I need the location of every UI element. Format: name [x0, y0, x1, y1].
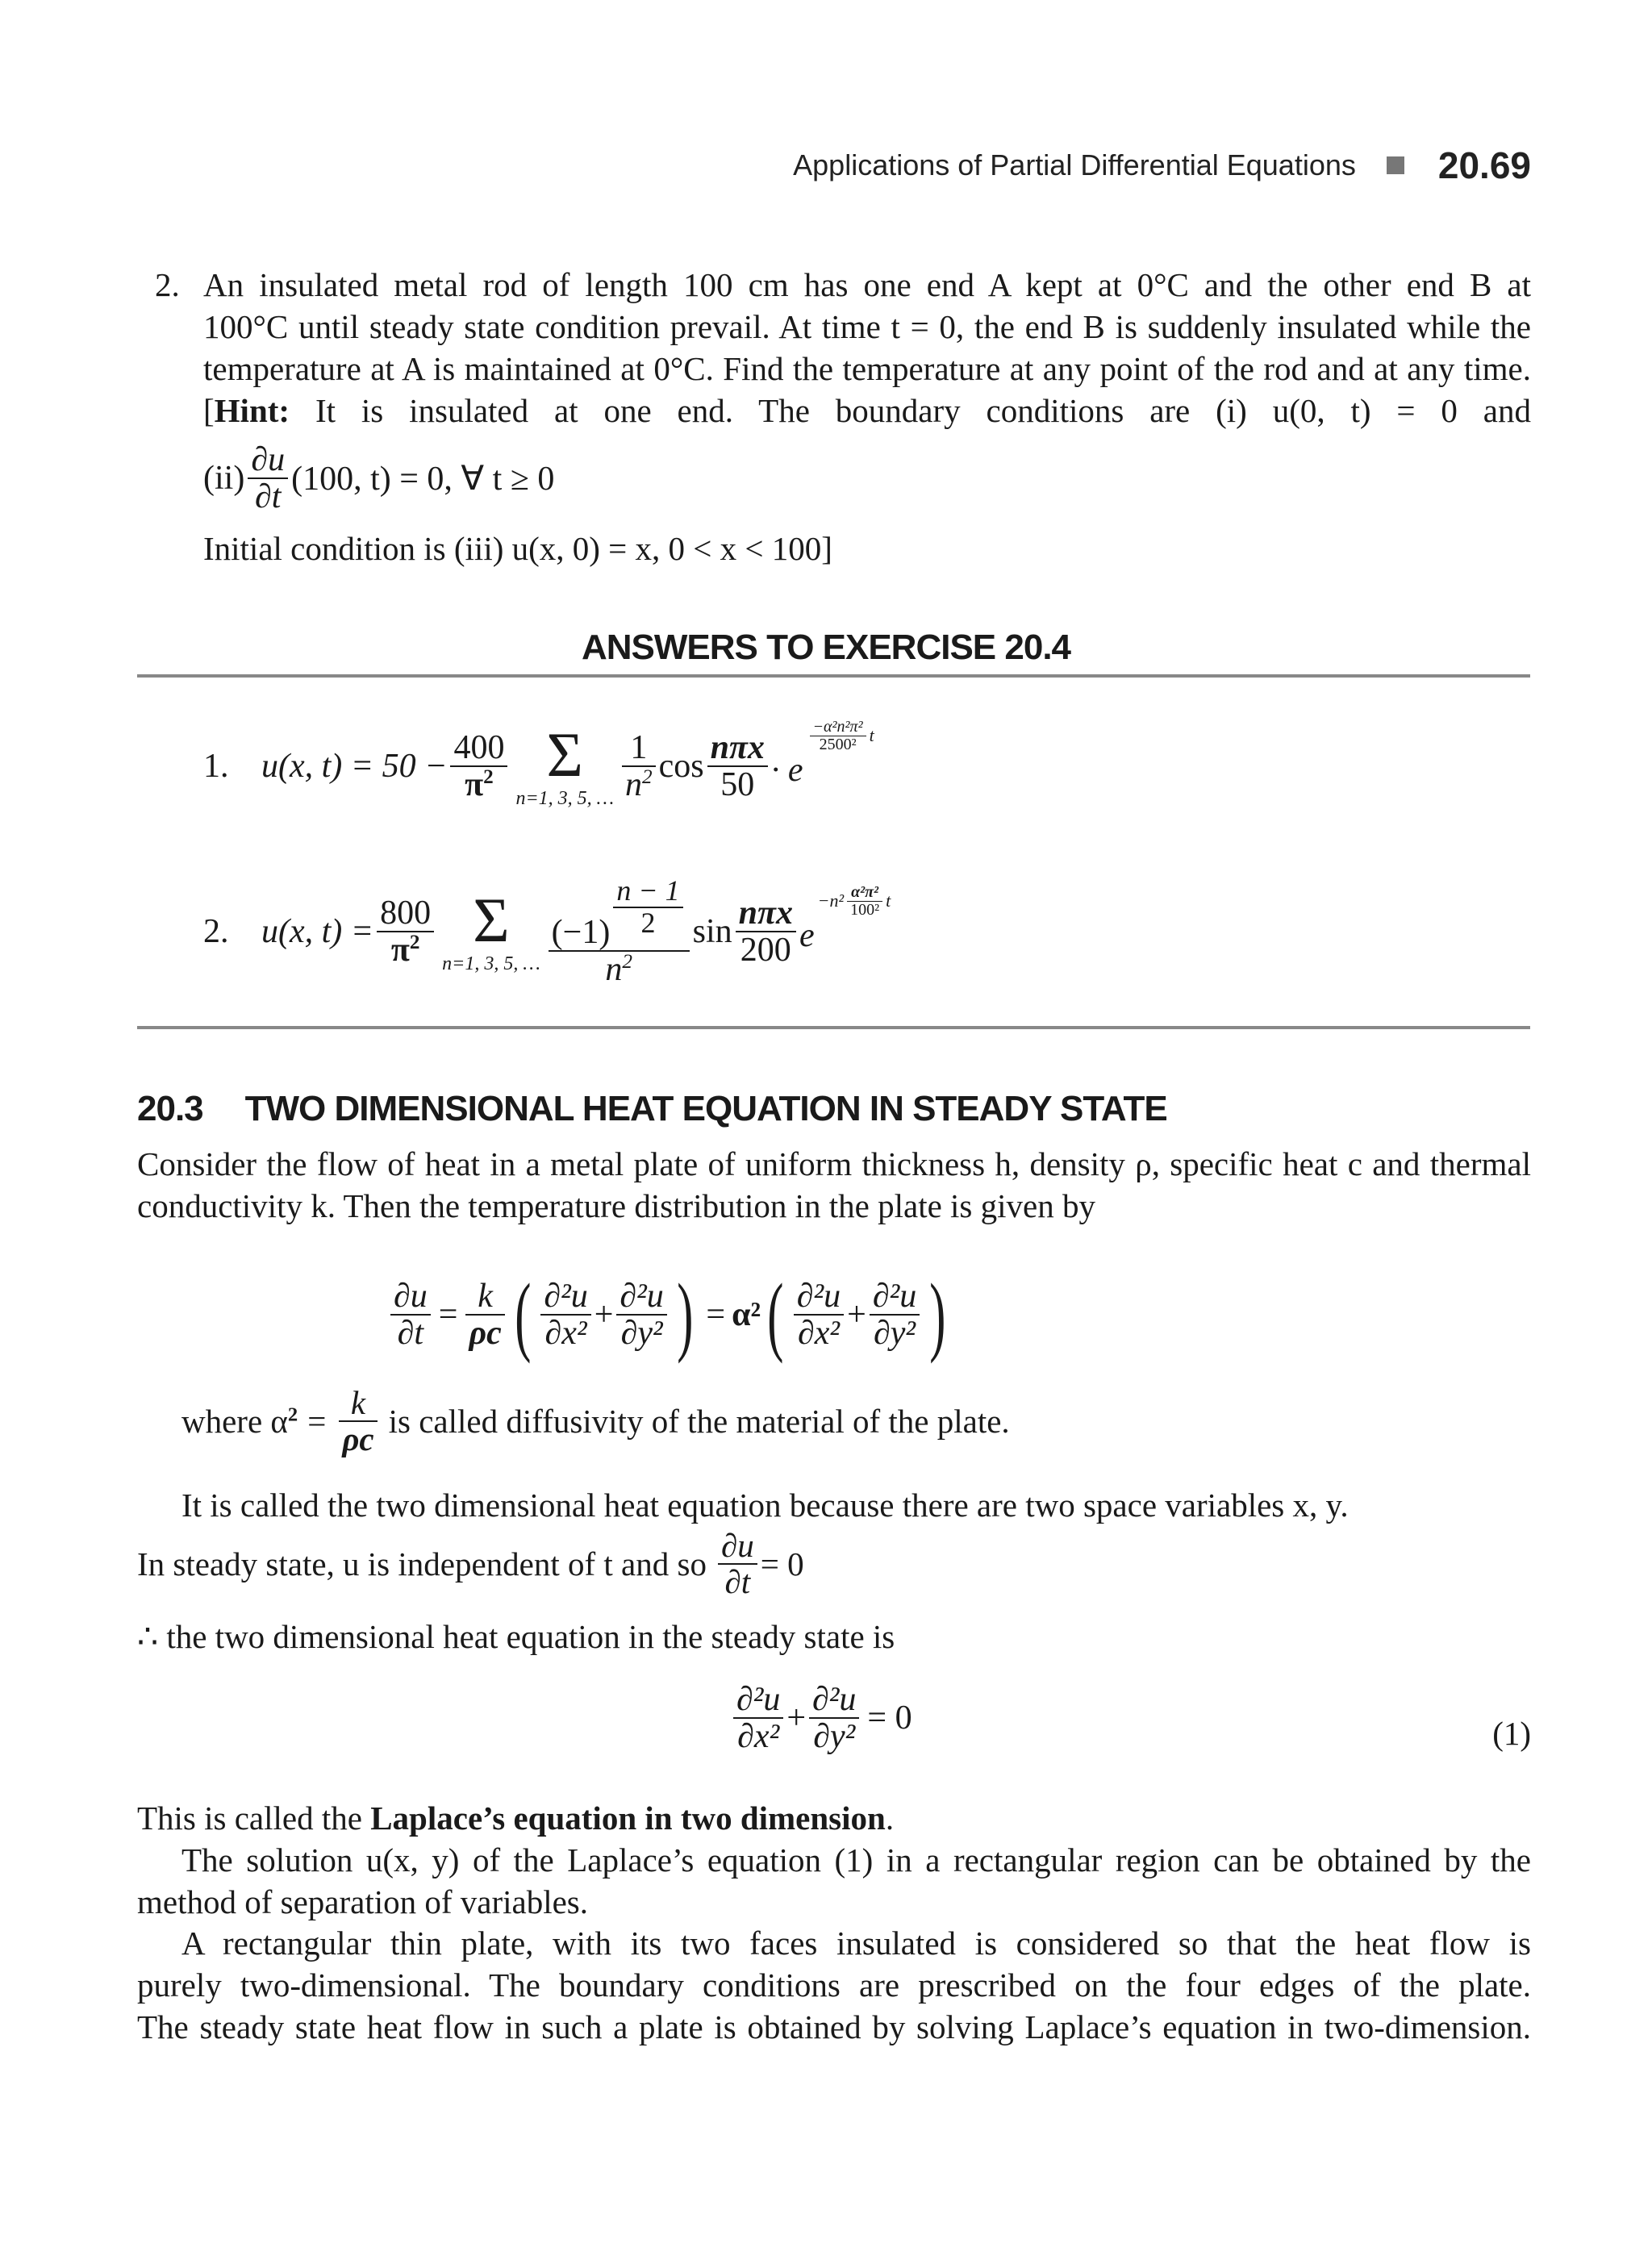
- laplace-line: [137, 1797, 894, 1839]
- fraction-numerator: [549, 876, 690, 950]
- fraction-numerator: ∂u: [251, 441, 286, 478]
- fraction-denominator: ∂x²: [737, 1718, 780, 1756]
- hint-text: It is insulated at one end. The boundary conditions are (i) u(0, t) = 0 and: [315, 392, 1532, 429]
- exponent-numerator: −α²n²π²: [812, 717, 863, 736]
- exponential-base: e: [799, 917, 815, 954]
- where-suffix: is called diffusivity of the material of the plate.: [388, 1403, 1010, 1441]
- condition-ii: [203, 442, 554, 515]
- two-dim-line: It is called the two dimensional heat equation because there are two space variables x, y.: [181, 1487, 1349, 1524]
- trig-argument: [707, 730, 768, 803]
- sign-exponent-denominator: 2: [640, 906, 656, 939]
- exponent-denominator: 2500²: [819, 735, 857, 753]
- fraction-denominator: $n^2$: [625, 766, 653, 803]
- equals-sign: =: [438, 1296, 458, 1333]
- exponent: [818, 884, 891, 919]
- fraction-numerator: ∂²u: [620, 1277, 664, 1315]
- heat-equation: $\frac{\partial u}{\partial t}$ = $\frac{k}{\rho c}$ ( $\frac{\text{∂²u}}{\text{∂x²}}$ + $\frac{\text{∂²u}}{\text{∂y²}}$ ) = α² ( $\frac{\text{∂²u}}{\text{∂x²}}$ + $\frac{\text{∂²u}}{\text{∂y²}}$ ): [387, 1270, 953, 1359]
- fraction-numerator: k: [478, 1277, 493, 1315]
- answers-top-rule: [137, 674, 1530, 678]
- sum-limits: n=1, 3, 5, …: [442, 953, 540, 974]
- fraction-numerator: nπx: [710, 728, 765, 766]
- fraction-denominator: ∂y²: [620, 1315, 663, 1352]
- solution-line: method of separation of variables.: [137, 1883, 589, 1920]
- summation: Σ n=1, 3, 5, …: [442, 884, 540, 974]
- header-title: Applications of Partial Differential Equations: [793, 148, 1356, 181]
- trig-function: sin: [692, 913, 732, 950]
- fraction-numerator: 800: [380, 894, 432, 932]
- fraction-denominator: 50: [720, 766, 755, 803]
- answer-term: [622, 730, 656, 803]
- fraction-numerator: ∂²u: [736, 1681, 781, 1718]
- hint-line: [Hint: It is insulated at one end. The boundary conditions are (i) u(0, t) = 0 and: [203, 392, 1532, 429]
- fraction-numerator: ∂²u: [544, 1277, 588, 1315]
- equals-zero: = 0: [867, 1699, 912, 1737]
- exercise-2-text: [203, 264, 1531, 432]
- page-number: 20.69: [1437, 144, 1531, 186]
- answer-coefficient: [377, 895, 434, 968]
- steady-state-line: [137, 1528, 804, 1599]
- plus-sign: +: [786, 1699, 807, 1737]
- fraction-denominator: 200: [740, 932, 791, 969]
- fraction-denominator: ∂x²: [797, 1315, 840, 1352]
- steady-suffix: = 0: [760, 1545, 804, 1583]
- sign-exponent-numerator: n − 1: [616, 874, 680, 907]
- fraction-denominator: ∂t: [724, 1563, 751, 1601]
- fraction-denominator: ρc: [469, 1315, 502, 1352]
- equals-sign: =: [307, 1403, 327, 1441]
- sign-exponent: [613, 876, 682, 939]
- where-prefix: where $\alpha^2$: [181, 1403, 298, 1441]
- section-intro: [137, 1143, 1531, 1227]
- exponent-t: t: [869, 725, 874, 745]
- answer-lhs: u(x, t) = 50 −: [261, 748, 448, 785]
- answer-number: 1.: [203, 748, 229, 785]
- section-number: 20.3: [137, 1089, 203, 1128]
- answers-bottom-rule: [137, 1026, 1530, 1029]
- laplace-bold: Laplace’s equation in two dimension: [370, 1799, 886, 1837]
- trig-function: cos: [658, 748, 704, 785]
- section-heading: [137, 1089, 1167, 1129]
- plus-sign: +: [847, 1296, 866, 1333]
- fraction-numerator: ∂²u: [796, 1277, 841, 1315]
- diffusivity-definition: [181, 1386, 1010, 1457]
- fraction-denominator: $\pi^2$: [390, 932, 420, 969]
- plate-line: The steady state heat flow in such a plate is obtained by solving Laplace’s equation in two-dimension.: [137, 2008, 1531, 2045]
- answer-coefficient: [450, 730, 507, 803]
- solution-line: The solution u(x, y) of the Laplace’s equation (1) in a rectangular region can be obtained by the: [181, 1841, 1531, 1879]
- laplace-equation: [730, 1682, 912, 1754]
- section-title: TWO DIMENSIONAL HEAT EQUATION IN STEADY STATE: [244, 1089, 1167, 1128]
- sum-limits: n=1, 3, 5, …: [515, 787, 615, 809]
- plate-line: A rectangular thin plate, with its two faces insulated is considered so that the heat flow is: [181, 1924, 1531, 1962]
- steady-prefix: In steady state, u is independent of t and so: [137, 1545, 707, 1583]
- cond-ii-rest: (100, t) = 0, ∀ t ≥ 0: [291, 461, 555, 498]
- plate-paragraph: [137, 1922, 1531, 2048]
- fraction-numerator: 1: [630, 728, 648, 766]
- therefore-line: ∴ the two dimensional heat equation in the steady state is: [137, 1618, 895, 1655]
- solution-paragraph: [137, 1839, 1531, 1923]
- equation-label: (1): [1492, 1715, 1531, 1752]
- fraction-denominator: $n^2$: [605, 950, 632, 988]
- exponent-t: t: [886, 890, 891, 911]
- fraction-numerator: 400: [453, 728, 505, 766]
- equals-sign: =: [706, 1296, 726, 1333]
- laplace-prefix: This is called the: [137, 1799, 371, 1837]
- exponent: [807, 719, 874, 753]
- trig-argument: [736, 895, 796, 968]
- answer-number: 2.: [203, 913, 229, 950]
- fraction-denominator: ∂t: [397, 1315, 424, 1352]
- answers-heading: ANSWERS TO EXERCISE 20.4: [581, 628, 1071, 667]
- answer-lhs: u(x, t) =: [261, 913, 374, 950]
- fraction-denominator: ∂t: [254, 478, 282, 516]
- fraction-denominator: ∂y²: [813, 1718, 856, 1756]
- intro-line: conductivity k. Then the temperature distribution in the plate is given by: [137, 1187, 1095, 1224]
- sign-base: (−1): [551, 913, 611, 951]
- fraction-numerator: ∂²u: [812, 1681, 857, 1718]
- header-square-icon: [1387, 156, 1404, 174]
- fraction-denominator: $\pi^2$: [465, 766, 494, 803]
- answer-2: [203, 867, 891, 996]
- exponent-prefix: −n²: [817, 890, 845, 911]
- laplace-suffix: .: [885, 1799, 895, 1837]
- summation: Σ n=1, 3, 5, …: [515, 719, 615, 809]
- alpha-squared: α²: [732, 1296, 761, 1333]
- answer-1: [203, 710, 874, 823]
- fraction-numerator: nπx: [738, 894, 793, 932]
- exercise-line: temperature at A is maintained at 0°C. Find the temperature at any point of the rod and at any time.: [203, 350, 1531, 387]
- fraction-denominator: ρc: [342, 1420, 374, 1458]
- intro-line: Consider the flow of heat in a metal plate of uniform thickness h, density ρ, specific heat c and thermal: [137, 1145, 1531, 1182]
- exercise-line: An insulated metal rod of length 100 cm has one end A kept at 0°C and the other end B at: [203, 266, 1531, 303]
- exponent-numerator: α²π²: [851, 882, 879, 901]
- exercise-line: 100°C until steady state condition prevail. At time t = 0, the end B is suddenly insulated while the: [203, 308, 1531, 345]
- answer-term: [549, 876, 690, 987]
- exercise-number: 2.: [155, 266, 180, 303]
- exponential-base: · e: [770, 752, 803, 789]
- fraction-denominator: ∂x²: [544, 1315, 587, 1352]
- cond-ii-label: (ii): [203, 460, 245, 498]
- running-header: [793, 144, 1531, 187]
- fraction-numerator: ∂u: [394, 1277, 428, 1315]
- fraction-numerator: ∂²u: [872, 1277, 917, 1315]
- plate-line: purely two-dimensional. The boundary conditions are prescribed on the four edges of the plate.: [137, 1966, 1531, 2004]
- plus-sign: +: [594, 1296, 614, 1333]
- exponent-denominator: 100²: [850, 900, 880, 919]
- fraction-numerator: ∂u: [720, 1527, 754, 1564]
- cond-ii-fraction: [248, 442, 288, 515]
- fraction-numerator: k: [350, 1384, 366, 1421]
- initial-condition: Initial condition is (iii) u(x, 0) = x, 0 < x < 100]: [203, 530, 832, 567]
- hint-label: Hint:: [214, 392, 290, 429]
- fraction-denominator: ∂y²: [874, 1315, 916, 1352]
